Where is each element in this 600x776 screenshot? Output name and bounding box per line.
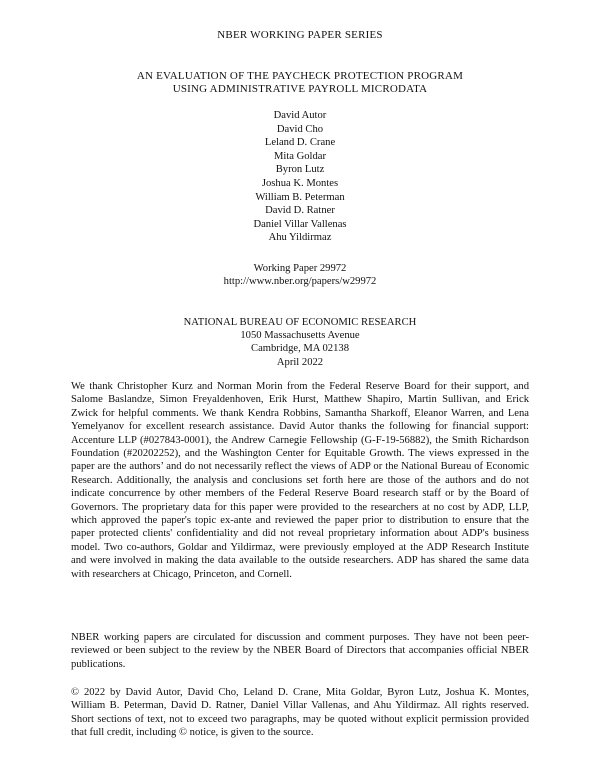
copyright-paragraph: © 2022 by David Autor, David Cho, Leland D. Crane, Mita Goldar, Byron Lutz, Joshua K. Montes, William B. Peterman, David D. Ratner, Daniel Villar Vallenas, and Ahu Yildirmaz. All rights reserved. Short sections of text, not to exceed two paragraphs, may be quoted without explicit permission provided that full credit, including © notice, is given to the source. [71,687,529,739]
author: Joshua K. Montes [261,177,339,189]
institution-city: Cambridge, MA 02138 [251,343,349,355]
author: David Cho [276,123,324,135]
author: Leland D. Crane [264,137,336,149]
paper-title-line-2: USING ADMINISTRATIVE PAYROLL MICRODATA [172,83,428,95]
series-heading: NBER WORKING PAPER SERIES [217,29,383,41]
working-paper-info [0,262,600,288]
author: Ahu Yildirmaz [268,232,332,244]
working-paper-url[interactable]: http://www.nber.org/papers/w29972 [223,276,377,287]
author: Mita Goldar [273,150,327,162]
institution-name: NATIONAL BUREAU OF ECONOMIC RESEARCH [183,317,417,328]
paper-title [0,70,600,96]
author: David D. Ratner [265,205,335,217]
working-paper-number: Working Paper 29972 [253,263,347,274]
institution-block [0,316,600,369]
disclaimer-paragraph: NBER working papers are circulated for discussion and comment purposes. They have not been peer-reviewed or been subject to the review by the NBER Board of Directors that accompanies official NBER publications. [71,632,529,670]
author: William B. Peterman [255,191,345,203]
paper-title-line-1: AN EVALUATION OF THE PAYCHECK PROTECTION PROGRAM [136,70,464,82]
acknowledgment-paragraph: We thank Christopher Kurz and Norman Morin from the Federal Reserve Board for their support, and Salome Baslandze, Simon Freyaldenhoven, Erik Hurst, Matthew Shapiro, Martin Sullivan, and Erick Zwick for helpful comments. We thank Kendra Robbins, Samantha Sharkoff, Eleanor Warren, and Lena Yemelyanov for excellent research assistance. David Autor thanks the following for financial support: Accenture LLP (#027843-0001), the Andrew Carnegie Fellowship (G-F-19-56882), the Smith Richardson Foundation (#20202252), and the Washington Center for Equitable Growth. The views expressed in the paper are the authors’ and do not necessarily reflect the views of ADP or the National Bureau of Economic Research. Additionally, the analysis and conclusions set forth here are those of the authors and do not indicate concurrence by other members of the Federal Reserve Board research staff or by the Board of Governors. The proprietary data for this paper were provided to the researchers at no cost by ADP, LLP, which approved the paper's topic ex-ante and reviewed the paper prior to distribution to ensure that the paper protected clients' confidentiality and did not reveal proprietary information about ADP's business model. Two co-authors, Goldar and Yildirmaz, were previously employed at the ADP Research Institute and were involved in making the data available to the outside researchers. ADP has shared the same data with researchers at Chicago, Princeton, and Cornell. [71,381,529,580]
author-list [0,109,600,245]
author: Daniel Villar Vallenas [253,218,347,230]
publication-date: April 2022 [276,356,324,368]
author: Byron Lutz [275,164,325,176]
institution-street: 1050 Massachusetts Avenue [240,330,360,342]
author: David Autor [273,110,327,121]
